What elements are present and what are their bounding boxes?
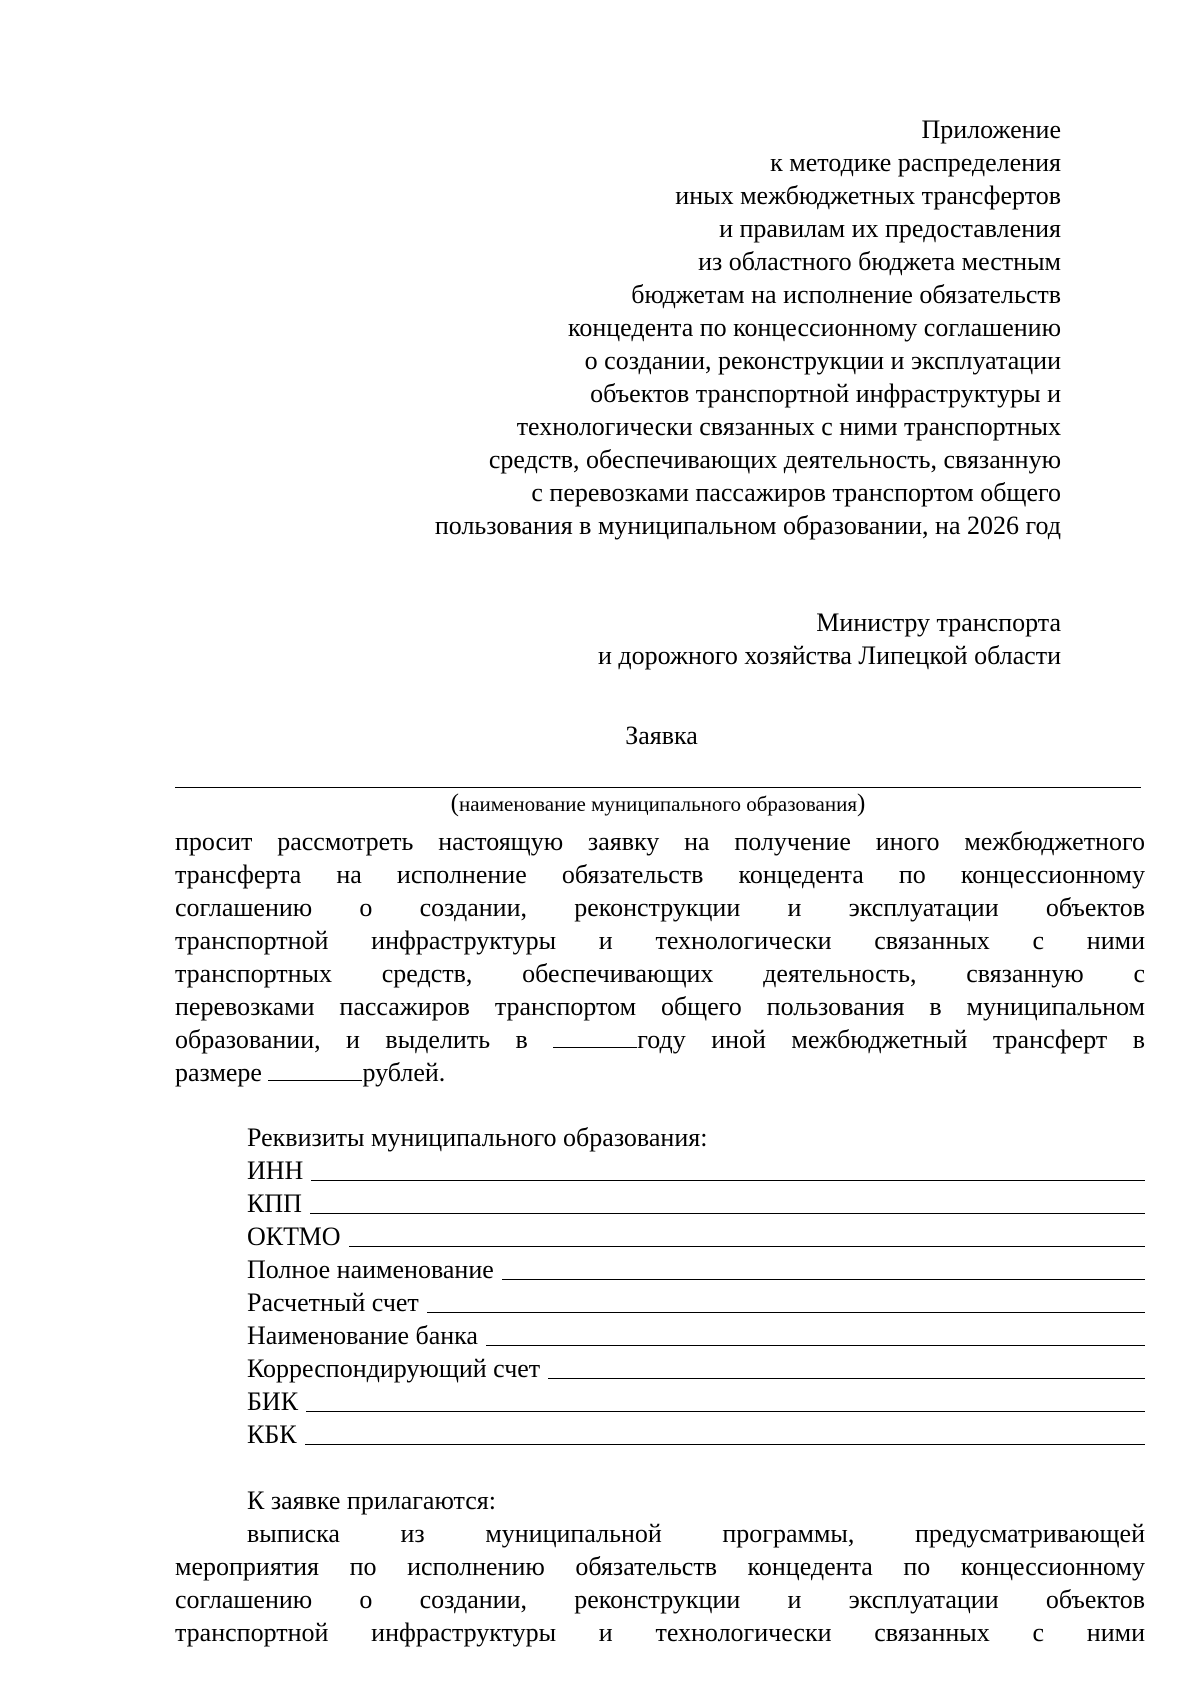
municipality-name-blank[interactable] xyxy=(175,787,1141,788)
field-label: КБК xyxy=(247,1420,297,1449)
field-label: КПП xyxy=(247,1189,302,1218)
appendix-line: технологически связанных с ними транспортных xyxy=(516,412,1061,441)
document-title: Заявка xyxy=(625,721,698,750)
paragraph-line-year xyxy=(175,1023,1145,1056)
field-blank-inn[interactable] xyxy=(311,1179,1145,1181)
attachments-line: соглашению о создании, реконструкции и эксплуатации объектов xyxy=(175,1585,1145,1614)
appendix-line: пользования в муниципальном образовании, на 2026 год xyxy=(434,511,1061,540)
municipality-name-caption xyxy=(175,791,1141,817)
addressee-block xyxy=(301,606,1061,672)
attachments-heading: К заявке прилагаются: xyxy=(247,1486,496,1515)
attachments-line: транспортной инфраструктуры и технологически связанных с ними xyxy=(175,1618,1145,1647)
paragraph-line: трансферта на исполнение обязательств концедента по концессионному xyxy=(175,860,1145,889)
field-blank-oktmo[interactable] xyxy=(349,1245,1145,1247)
field-settlement-account xyxy=(247,1286,1145,1319)
paragraph-line: просит рассмотреть настоящую заявку на получение иного межбюджетного xyxy=(175,827,1145,856)
amount-text-before: размере xyxy=(175,1058,262,1087)
field-blank-settlement-account[interactable] xyxy=(427,1311,1145,1313)
amount-blank[interactable] xyxy=(268,1058,362,1081)
amount-text-after: рублей. xyxy=(362,1058,446,1087)
field-correspondent-account xyxy=(247,1352,1145,1385)
attachments-line: мероприятия по исполнению обязательств концедента по концессионному xyxy=(175,1552,1145,1581)
appendix-line: с перевозками пассажиров транспортом общего xyxy=(531,478,1061,507)
appendix-line: Приложение xyxy=(921,115,1061,144)
field-full-name xyxy=(247,1253,1145,1286)
field-label: Наименование банка xyxy=(247,1321,478,1350)
field-kbk xyxy=(247,1418,1145,1451)
paragraph-line: транспортной инфраструктуры и технологически связанных с ними xyxy=(175,926,1145,955)
paragraph-line-amount xyxy=(175,1056,1145,1089)
appendix-line: средств, обеспечивающих деятельность, связанную xyxy=(488,445,1061,474)
field-label: Полное наименование xyxy=(247,1255,494,1284)
details-heading: Реквизиты муниципального образования: xyxy=(247,1123,708,1152)
paragraph-line: соглашению о создании, реконструкции и эксплуатации объектов xyxy=(175,893,1145,922)
appendix-header xyxy=(301,113,1061,542)
field-blank-full-name[interactable] xyxy=(502,1278,1145,1280)
field-bank-name xyxy=(247,1319,1145,1352)
field-kpp xyxy=(247,1187,1145,1220)
field-inn xyxy=(247,1154,1145,1187)
addressee-line: и дорожного хозяйства Липецкой области xyxy=(598,641,1061,670)
year-text-after: году иной межбюджетный трансферт в xyxy=(637,1025,1145,1054)
appendix-line: иных межбюджетных трансфертов xyxy=(675,181,1061,210)
appendix-line: бюджетам на исполнение обязательств xyxy=(631,280,1061,309)
field-label: Корреспондирующий счет xyxy=(247,1354,541,1383)
appendix-line: объектов транспортной инфраструктуры и xyxy=(590,379,1061,408)
caption-text: наименование муниципального образования xyxy=(458,792,858,816)
paragraph-line: транспортных средств, обеспечивающих деятельность, связанную с xyxy=(175,959,1145,988)
addressee-line: Министру транспорта xyxy=(816,608,1061,637)
field-blank-kpp[interactable] xyxy=(310,1212,1145,1214)
field-label: ИНН xyxy=(247,1156,304,1185)
year-blank[interactable] xyxy=(553,1025,637,1048)
document-title-row xyxy=(0,719,1200,752)
year-text-before: образовании, и выделить в xyxy=(175,1025,528,1054)
field-blank-correspondent-account[interactable] xyxy=(548,1377,1145,1379)
attachments-section xyxy=(175,1484,1145,1649)
field-oktmo xyxy=(247,1220,1145,1253)
appendix-line: к методике распределения xyxy=(770,148,1061,177)
field-blank-kbk[interactable] xyxy=(305,1443,1145,1445)
field-bik xyxy=(247,1385,1145,1418)
field-label: ОКТМО xyxy=(247,1222,341,1251)
field-label: БИК xyxy=(247,1387,299,1416)
paragraph-line: перевозками пассажиров транспортом общего пользования в муниципальном xyxy=(175,992,1145,1021)
field-blank-bank-name[interactable] xyxy=(486,1344,1145,1346)
field-blank-bik[interactable] xyxy=(306,1410,1145,1412)
appendix-line: из областного бюджета местным xyxy=(698,247,1061,276)
field-label: Расчетный счет xyxy=(247,1288,419,1317)
request-paragraph xyxy=(175,825,1145,1089)
appendix-line: концедента по концессионному соглашению xyxy=(568,313,1061,342)
municipality-details xyxy=(247,1121,1145,1451)
attachments-line: выписка из муниципальной программы, предусматривающей xyxy=(247,1519,1145,1548)
caption-open-paren: ( xyxy=(450,790,459,817)
caption-close-paren: ) xyxy=(857,790,866,817)
appendix-line: и правилам их предоставления xyxy=(719,214,1061,243)
appendix-line: о создании, реконструкции и эксплуатации xyxy=(584,346,1061,375)
